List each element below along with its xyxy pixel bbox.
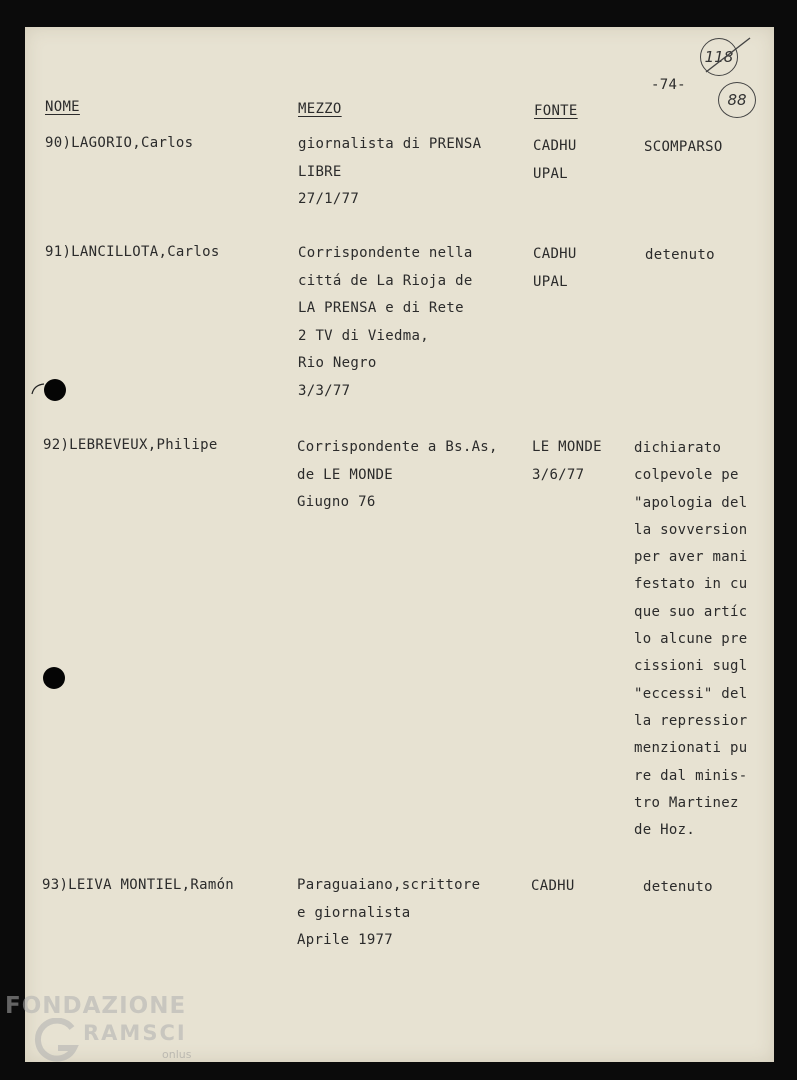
entry-stato: SCOMPARSO	[644, 139, 723, 155]
archive-stamp-bottom	[718, 82, 756, 118]
entry-fonte: LE MONDE 3/6/77	[532, 439, 602, 483]
entry-fonte: CADHU UPAL	[533, 138, 577, 182]
entry-name: 92)LEBREVEUX,Philipe	[43, 437, 218, 453]
strike-line-icon	[700, 34, 752, 78]
entry-name: 93)LEIVA MONTIEL,Ramón	[42, 877, 235, 893]
archive-stamp-bottom-number: 88	[727, 91, 747, 109]
entry-stato: dichiarato colpevole pe "apologia del la sovversion per aver mani festato in cu que suo artíc lo alcune pre cissioni sugl "eccessi" del la repressior menzionati pu re dal minis- tro Martinez de Hoz.	[634, 440, 748, 839]
entry-name: 90)LAGORIO,Carlos	[45, 135, 194, 151]
entry-mezzo: Corrispondente a Bs.As, de LE MONDE Giugno 76	[297, 439, 498, 510]
archive-stamp-top-number: 118	[704, 48, 734, 66]
gramsci-g-logo-icon	[34, 1018, 80, 1064]
entry-mezzo: Corrispondente nella cittá de La Rioja de LA PRENSA e di Rete 2 TV di Viedma, Rio Negro 3/3/77	[298, 245, 473, 399]
watermark-line3: onlus	[162, 1048, 192, 1061]
punch-hole-tear-icon	[30, 382, 48, 398]
entry-mezzo: giornalista di PRENSA LIBRE 27/1/77	[298, 136, 482, 207]
entry-mezzo: Paraguaiano,scrittore e giornalista Aprile 1977	[297, 877, 481, 948]
entry-fonte: CADHU	[531, 878, 575, 894]
punch-hole-icon	[43, 667, 65, 689]
header-fonte: FONTE	[534, 103, 578, 119]
watermark-line2: RAMSCI	[83, 1021, 187, 1045]
header-nome: NOME	[45, 99, 80, 115]
entry-name: 91)LANCILLOTA,Carlos	[45, 244, 220, 260]
entry-stato: detenuto	[643, 879, 713, 895]
entry-fonte: CADHU UPAL	[533, 246, 577, 290]
page-number: -74-	[651, 77, 686, 93]
watermark-line1: FONDAZIONE	[5, 993, 187, 1019]
header-mezzo: MEZZO	[298, 101, 342, 117]
entry-stato: detenuto	[645, 247, 715, 263]
